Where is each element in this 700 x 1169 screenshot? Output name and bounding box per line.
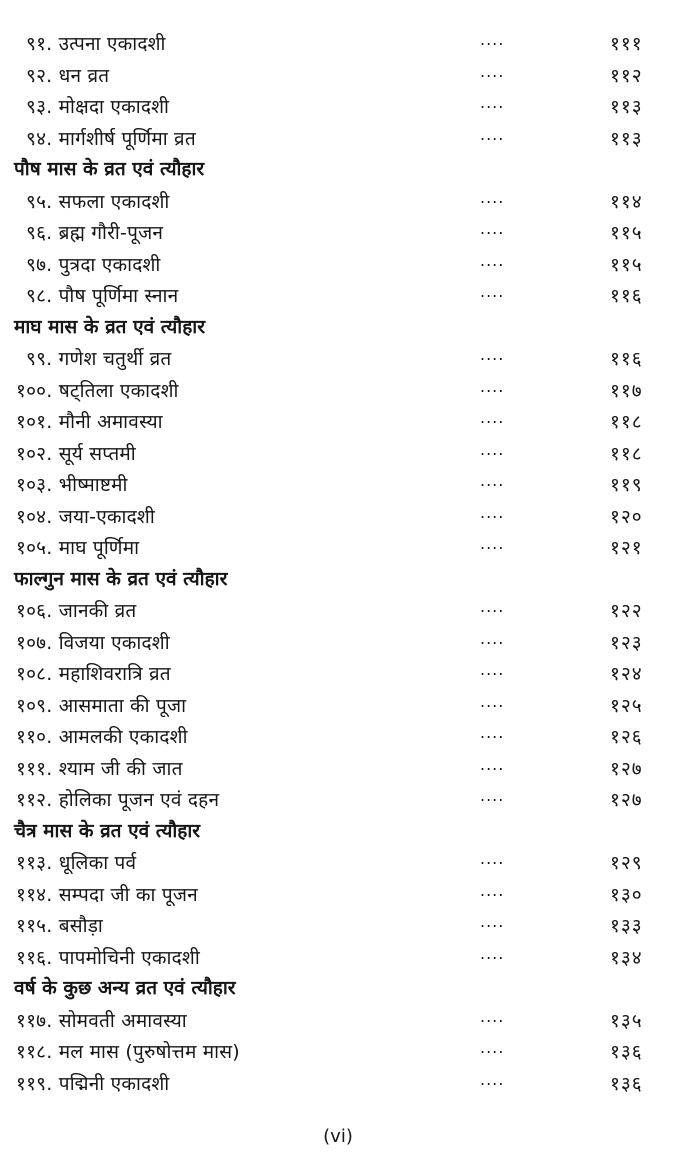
toc-entry	[0, 942, 700, 974]
toc-entry	[0, 627, 700, 659]
entry-page-number: १२७	[610, 757, 643, 780]
entry-leader: ....	[480, 1006, 505, 1026]
section-heading-text: पौष मास के व्रत एवं त्यौहार	[14, 158, 205, 180]
entry-page-number: १२९	[610, 852, 643, 874]
toc-entry	[0, 186, 700, 218]
toc-entry	[0, 217, 700, 249]
entry-title: ११५. बसौड़ा	[16, 915, 104, 937]
entry-leader: ....	[480, 943, 505, 963]
entry-title: ९२. धन व्रत	[26, 64, 110, 87]
entry-page-number: १३६	[610, 1072, 643, 1095]
entry-title: ९५. सफला एकादशी	[26, 190, 170, 213]
toc-entry	[0, 595, 700, 627]
entry-leader: ....	[480, 471, 505, 490]
entry-leader: ....	[480, 376, 505, 396]
entry-title: ९३. मोक्षदा एकादशी	[26, 96, 170, 118]
toc-entry	[0, 532, 700, 564]
table-of-contents	[0, 28, 700, 1099]
entry-page-number: ११२	[610, 64, 643, 87]
entry-leader: ....	[480, 723, 505, 742]
entry-title: ९७. पुत्रदा एकादशी	[26, 253, 161, 276]
entry-page-number: ११५	[610, 222, 643, 244]
entry-page-number: ११९	[610, 474, 643, 496]
toc-entry	[0, 406, 700, 438]
toc-entry	[0, 910, 700, 942]
section-heading-text: माघ मास के व्रत एवं त्यौहार	[14, 315, 206, 338]
entry-leader: ....	[480, 93, 505, 112]
entry-title: १११. श्याम जी की जात	[16, 757, 183, 780]
entry-leader: ....	[480, 1038, 505, 1057]
entry-page-number: १२०	[610, 505, 643, 528]
entry-title: १०३. भीष्माष्टमी	[16, 474, 128, 496]
entry-leader: ....	[480, 880, 505, 900]
entry-leader: ....	[480, 786, 505, 805]
section-heading-text: फाल्गुन मास के व्रत एवं त्यौहार	[14, 567, 228, 590]
toc-entry	[0, 375, 700, 407]
entry-page-number: १२२	[610, 600, 643, 622]
entry-title: ९९. गणेश चतुर्थी व्रत	[26, 348, 172, 370]
entry-page-number: ११३	[610, 127, 643, 150]
entry-leader: ....	[480, 691, 505, 711]
entry-leader: ....	[480, 597, 505, 616]
entry-title: १०४. जया-एकादशी	[16, 505, 155, 528]
entry-title: ९८. पौष पूर्णिमा स्नान	[26, 285, 179, 307]
entry-page-number: ११६	[610, 348, 643, 370]
entry-title: १०८. महाशिवरात्रि व्रत	[16, 663, 171, 685]
toc-entry	[0, 438, 700, 470]
entry-title: १०६. जानकी व्रत	[16, 600, 137, 622]
entry-title: ९४. मार्गशीर्ष पूर्णिमा व्रत	[26, 127, 196, 150]
entry-title: ११०. आमलकी एकादशी	[16, 726, 188, 748]
section-heading	[0, 816, 700, 848]
entry-title: ११७. सोमवती अमावस्या	[16, 1009, 187, 1032]
section-heading	[0, 973, 700, 1005]
entry-page-number: ११३	[610, 96, 643, 118]
entry-page-number: १२६	[610, 726, 643, 748]
section-heading	[0, 564, 700, 596]
toc-entry	[0, 343, 700, 375]
entry-page-number: १२३	[610, 631, 643, 654]
toc-entry	[0, 658, 700, 690]
toc-entry	[0, 879, 700, 911]
entry-page-number: ११४	[610, 190, 643, 213]
entry-title: १०५. माघ पूर्णिमा	[16, 537, 140, 559]
entry-leader: ....	[480, 1069, 505, 1089]
entry-title: ११४. सम्पदा जी का पूजन	[16, 883, 198, 906]
entry-title: १०९. आसमाता की पूजा	[16, 694, 187, 717]
toc-entry	[0, 123, 700, 155]
entry-leader: ....	[480, 250, 505, 270]
entry-title: १०७. विजया एकादशी	[16, 631, 170, 654]
entry-leader: ....	[480, 754, 505, 774]
entry-leader: ....	[480, 345, 505, 364]
toc-entry	[0, 721, 700, 753]
entry-page-number: १३०	[610, 883, 643, 906]
entry-page-number: ११८	[610, 442, 643, 465]
entry-title: ११६. पापमोचिनी एकादशी	[16, 946, 200, 969]
entry-leader: ....	[480, 660, 505, 679]
entry-leader: ....	[480, 502, 505, 522]
toc-entry	[0, 91, 700, 123]
entry-leader: ....	[480, 628, 505, 648]
toc-entry	[0, 847, 700, 879]
section-heading-text: वर्ष के कुछ अन्य व्रत एवं त्यौहार	[14, 977, 236, 999]
entry-title: ११२. होलिका पूजन एवं दहन	[16, 789, 220, 811]
entry-page-number: १३४	[610, 946, 643, 969]
section-heading-text: चैत्र मास के व्रत एवं त्यौहार	[14, 819, 201, 842]
entry-leader: ....	[480, 124, 505, 144]
entry-page-number: १२४	[610, 663, 643, 685]
entry-leader: ....	[480, 849, 505, 868]
entry-leader: ....	[480, 219, 505, 238]
toc-entry	[0, 501, 700, 533]
entry-title: ११३. धूलिका पर्व	[16, 852, 137, 874]
entry-page-number: १३५	[610, 1009, 643, 1032]
toc-entry	[0, 1005, 700, 1037]
entry-title: १०२. सूर्य सप्तमी	[16, 442, 136, 465]
toc-entry	[0, 1068, 700, 1100]
entry-leader: ....	[480, 912, 505, 931]
entry-title: ११९. पद्मिनी एकादशी	[16, 1072, 170, 1095]
entry-page-number: ११५	[610, 253, 643, 276]
entry-page-number: १३३	[610, 915, 643, 937]
entry-title: १०१. मौनी अमावस्या	[16, 411, 163, 433]
toc-entry	[0, 690, 700, 722]
entry-page-number: ११८	[610, 411, 643, 433]
toc-entry	[0, 469, 700, 501]
entry-leader: ....	[480, 61, 505, 81]
toc-entry	[0, 28, 700, 60]
entry-leader: ....	[480, 187, 505, 207]
toc-entry	[0, 1036, 700, 1068]
entry-page-number: १२५	[610, 694, 643, 717]
entry-leader: ....	[480, 439, 505, 459]
entry-page-number: ११६	[610, 285, 643, 307]
toc-entry	[0, 784, 700, 816]
entry-leader: ....	[480, 534, 505, 553]
entry-page-number: १२७	[610, 789, 643, 811]
entry-title: १००. षट्तिला एकादशी	[16, 379, 179, 402]
entry-page-number: १३६	[610, 1041, 643, 1063]
toc-entry	[0, 280, 700, 312]
toc-entry	[0, 249, 700, 281]
entry-title: ९१. उत्पना एकादशी	[26, 33, 166, 55]
entry-page-number: १११	[610, 33, 643, 55]
section-heading	[0, 154, 700, 186]
entry-page-number: ११७	[610, 379, 643, 402]
toc-entry	[0, 60, 700, 92]
section-heading	[0, 312, 700, 344]
toc-entry	[0, 753, 700, 785]
entry-title: ९६. ब्रह्म गौरी-पूजन	[26, 222, 164, 244]
entry-leader: ....	[480, 282, 505, 301]
entry-page-number: १२१	[610, 537, 643, 559]
entry-leader: ....	[480, 408, 505, 427]
entry-title: ११८. मल मास (पुरुषोत्तम मास)	[16, 1041, 240, 1063]
entry-leader: ....	[480, 30, 505, 49]
page-number-footer: (vi)	[323, 1126, 353, 1147]
